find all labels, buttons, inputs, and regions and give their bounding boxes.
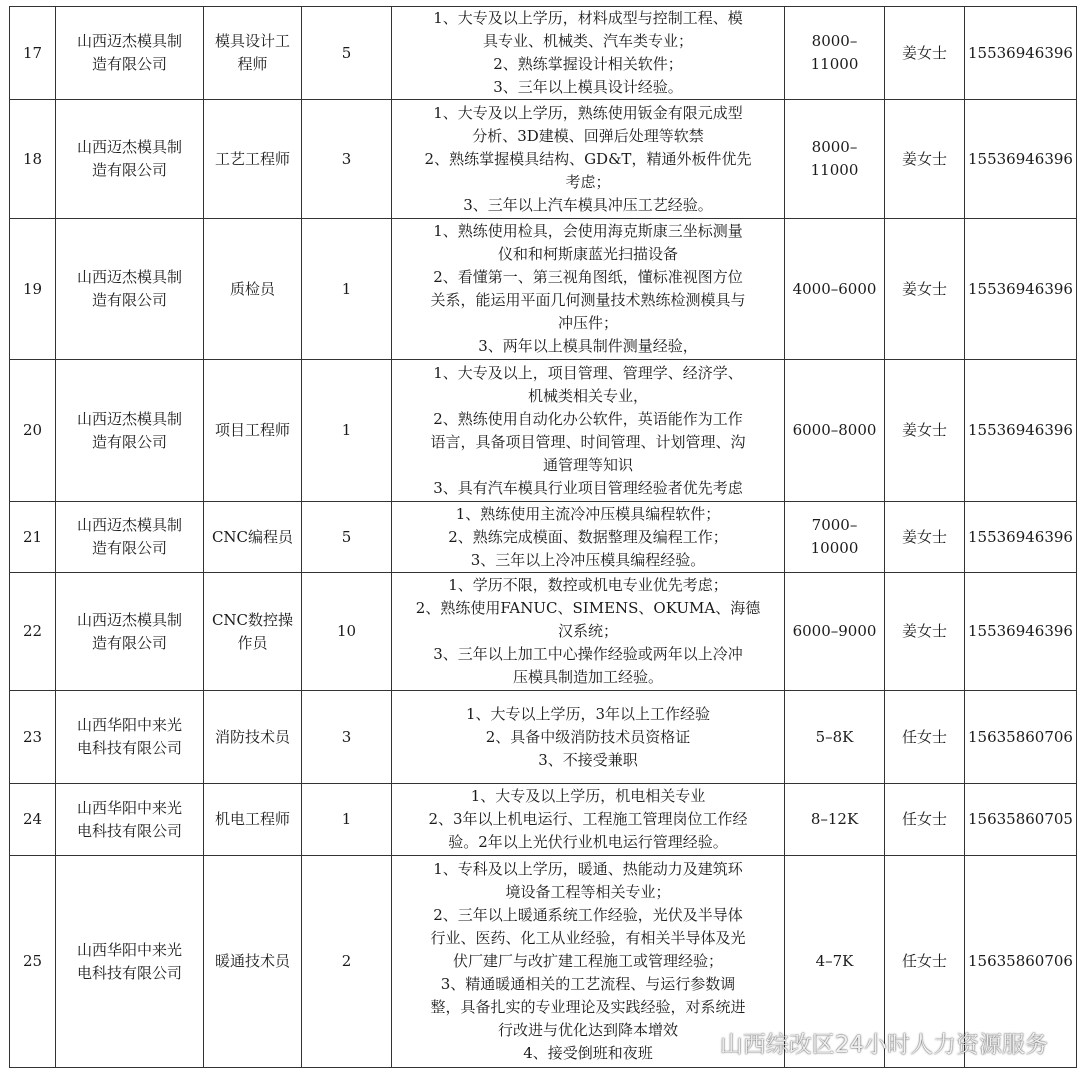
table-row [10,100,1077,219]
company-name-line: 山西迈杰模具制 [76,516,182,534]
requirements-line: 1、大专及以上，项目管理、管理学、经济学、 [433,363,743,382]
salary: 6000–9000 [785,573,885,691]
requirements-line: 机械类相关专业， [527,386,648,405]
contact-person: 任女士 [885,691,965,784]
company-name-line: 山西华阳中来光 [76,716,182,734]
watermark [686,1026,1048,1059]
requirements-line: 汉系统； [557,622,618,640]
position-title [204,7,302,100]
requirements-line: 压模具制造加工经验。 [512,668,663,686]
row-number: 17 [10,7,56,100]
row-number: 25 [10,856,56,1068]
phone-number: 15635860706 [965,856,1077,1068]
position-title-line: CNC编程员 [211,527,294,546]
requirements-line: 3、三年以上模具设计经验。 [493,78,683,96]
contact-person: 姜女士 [885,219,965,360]
requirements [392,219,785,360]
position-title-line: 质检员 [229,279,275,298]
row-number: 23 [10,691,56,784]
company-name [56,219,204,360]
company-name-line: 山西华阳中来光 [76,798,182,817]
company-name [56,691,204,784]
headcount: 3 [302,100,392,219]
requirements-line: 2、3年以上机电运行、工程施工管理岗位工作经 [428,810,748,828]
company-name-line: 山西迈杰模具制 [76,32,182,50]
requirements-line: 4、接受倒班和夜班 [523,1044,653,1062]
position-title-line: 消防技术员 [214,727,290,746]
phone-number: 15536946396 [965,219,1077,360]
requirements [392,7,785,100]
contact-person: 姜女士 [885,100,965,219]
headcount: 10 [302,573,392,691]
row-number: 22 [10,573,56,691]
phone-number: 15536946396 [965,360,1077,502]
requirements-line: 具专业、机械类、汽车类专业； [482,32,693,50]
contact-person: 姜女士 [885,502,965,573]
requirements-line: 3、三年以上冷冲压模具编程经验。 [470,550,706,569]
company-name [56,7,204,100]
table-row [10,573,1077,691]
requirements-line: 考虑； [565,172,611,191]
requirements-line: 行业、医药、化工从业经验，有相关半导体及光 [430,929,746,947]
headcount: 2 [302,856,392,1068]
requirements-line: 语言，具备项目管理、时间管理、计划管理、沟 [430,432,746,451]
row-number: 18 [10,100,56,219]
headcount: 1 [302,219,392,360]
contact-person: 任女士 [885,856,965,1068]
requirements-line: 2、熟练掌握模具结构、GD&T，精通外板件优先 [424,149,752,168]
salary: 8000–11000 [785,100,885,219]
position-title-line: 作员 [237,633,268,652]
company-name-line: 造有限公司 [91,161,167,179]
requirements-line: 伏厂建厂与改扩建工程施工或管理经验； [452,952,723,970]
position-title-line: 模具设计工 [214,32,290,50]
company-name [56,856,204,1068]
company-name-line: 山西迈杰模具制 [76,268,182,286]
requirements-line: 2、熟练掌握设计相关软件； [493,55,683,73]
company-name-line: 造有限公司 [91,291,167,309]
company-name-line: 造有限公司 [91,539,167,557]
row-number: 21 [10,502,56,573]
company-name-line: 造有限公司 [91,55,167,73]
requirements [392,360,785,502]
company-name-line: 造有限公司 [91,432,167,451]
phone-number: 15536946396 [965,7,1077,100]
requirements-line: 1、熟练使用主流冷冲压模具编程软件； [455,504,721,523]
requirements-line: 3、三年以上汽车模具冲压工艺经验。 [463,195,713,214]
phone-number: 15635860705 [965,784,1077,856]
salary: 8000–11000 [785,7,885,100]
contact-person: 姜女士 [885,7,965,100]
company-name-line: 山西迈杰模具制 [76,409,182,428]
requirements-line: 1、学历不限，数控或机电专业优先考虑； [448,576,728,594]
wechat-icon [686,1027,716,1059]
position-title [204,100,302,219]
company-name-line: 山西华阳中来光 [76,940,182,959]
position-title [204,360,302,502]
requirements-line: 行改进与优化达到降本增效 [497,1021,678,1039]
salary: 4–7K [785,856,885,1068]
requirements [392,502,785,573]
position-title-line: 机电工程师 [214,810,290,828]
requirements-line: 2、熟练使用自动化办公软件，英语能作为工作 [433,409,743,428]
requirements-line: 2、看懂第一、第三视角图纸，懂标准视图方位 [433,268,743,286]
requirements-line: 1、专科及以上学历，暖通、热能动力及建筑环 [433,860,743,878]
table-row [10,502,1077,573]
watermark-text: 山西综改区24小时人力资源服务 [719,1032,1048,1058]
requirements-line: 通管理等知识 [542,455,633,474]
requirements-line: 3、三年以上加工中心操作经验或两年以上冷冲 [433,645,743,663]
company-name-line: 电科技有限公司 [76,821,182,840]
phone-number: 15635860706 [965,691,1077,784]
requirements-line: 2、熟练完成模面、数据整理及编程工作； [448,527,728,546]
requirements-line: 1、大专及以上学历，材料成型与控制工程、模 [433,9,743,27]
company-name-line: 电科技有限公司 [76,963,182,982]
headcount: 5 [302,7,392,100]
position-title-line: 工艺工程师 [214,149,290,168]
headcount: 1 [302,360,392,502]
requirements-line: 仪和和柯斯康蓝光扫描设备 [497,245,678,263]
requirements [392,573,785,691]
salary: 5–8K [785,691,885,784]
position-title [204,573,302,691]
position-title-line: CNC数控操 [211,610,294,629]
requirements-line: 3、两年以上模具制件测量经验， [478,337,698,355]
company-name [56,360,204,502]
position-title [204,691,302,784]
position-title [204,784,302,856]
jobs-table [9,6,1077,1068]
company-name [56,502,204,573]
position-title-line: 项目工程师 [214,421,290,439]
requirements-line: 冲压件； [557,314,618,332]
salary: 4000–6000 [785,219,885,360]
company-name [56,784,204,856]
table-row [10,219,1077,360]
company-name [56,100,204,219]
requirements [392,100,785,219]
headcount: 5 [302,502,392,573]
contact-person: 任女士 [885,784,965,856]
phone-number: 15536946396 [965,502,1077,573]
requirements-line: 3、具有汽车模具行业项目管理经验者优先考虑 [433,478,743,497]
requirements-line: 2、三年以上暖通系统工作经验，光伏及半导体 [433,906,743,924]
requirements-line: 2、具备中级消防技术员资格证 [485,727,691,746]
company-name [56,573,204,691]
requirements-line: 3、不接受兼职 [538,750,638,769]
requirements [392,691,785,784]
headcount: 3 [302,691,392,784]
requirements-line: 1、大专以上学历，3年以上工作经验 [465,704,711,723]
contact-person: 姜女士 [885,573,965,691]
row-number: 20 [10,360,56,502]
contact-person: 姜女士 [885,360,965,502]
requirements-line: 关系，能运用平面几何测量技术熟练检测模具与 [430,291,746,309]
salary: 6000–8000 [785,360,885,502]
phone-number: 15536946396 [965,573,1077,691]
requirements-line: 2、熟练使用FANUC、SIMENS、OKUMA、海德 [415,599,761,617]
requirements-line: 验。2年以上光伏行业机电运行管理经验。 [448,833,728,851]
table-row [10,691,1077,784]
table-row [10,784,1077,856]
company-name-line: 造有限公司 [91,633,167,652]
position-title [204,219,302,360]
phone-number: 15536946396 [965,100,1077,219]
headcount: 1 [302,784,392,856]
requirements-line: 境设备工程等相关专业； [505,883,671,901]
requirements-line: 1、熟练使用检具，会使用海克斯康三坐标测量 [433,222,743,240]
requirements-line: 1、大专及以上学历，机电相关专业 [470,787,706,805]
row-number: 24 [10,784,56,856]
requirements-line: 整，具备扎实的专业理论及实践经验，对系统进 [430,998,746,1016]
table-row [10,7,1077,100]
requirements-line: 分析、3D建模、回弹后处理等软禁 [472,126,704,145]
position-title-line: 程师 [237,55,268,73]
requirements [392,784,785,856]
company-name-line: 山西迈杰模具制 [76,610,182,629]
table-row [10,360,1077,502]
requirements-line: 3、精通暖通相关的工艺流程、与运行参数调 [440,975,736,993]
company-name-line: 电科技有限公司 [76,739,182,757]
row-number: 19 [10,219,56,360]
salary: 7000–10000 [785,502,885,573]
position-title [204,502,302,573]
salary: 8–12K [785,784,885,856]
requirements-line: 1、大专及以上学历，熟练使用钣金有限元成型 [433,103,743,122]
company-name-line: 山西迈杰模具制 [76,138,182,156]
position-title [204,856,302,1068]
position-title-line: 暖通技术员 [214,952,290,970]
